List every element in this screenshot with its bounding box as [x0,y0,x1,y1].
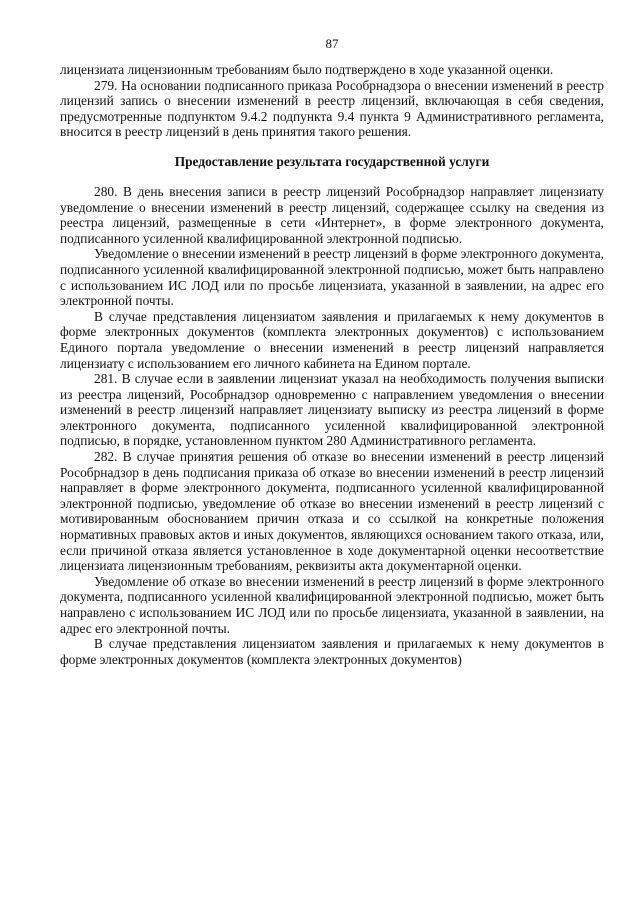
section-heading: Предоставление результата государственной услуги [174,153,490,169]
paragraph-281: 281. В случае если в заявлении лицензиат указал на необходимость получения выписки из реестра лицензий, Рособрнадзор одновременно с направлением уведомления о внесении изменений в реестр лицензий направляет лицензиату выписку из реестра лицензий в форме электронного документа, подписанного усиленной квалифицированной электронной подписью, в порядке, установленном пунктом 280 Административного регламента. [60,371,604,449]
paragraph-282: 282. В случае принятия решения об отказе во внесении изменений в реестр лицензий Рособрнадзор в день подписания приказа об отказе во внесении изменений в реестр лицензий направляет в форме электронного документа, подписанного усиленной квалифицированной электронной подписью, уведомление об отказе во внесении изменений в реестр лицензий с мотивированным обоснованием причин отказа и со ссылкой на конкретные положения нормативных правовых актов и иных документов, являющихся основанием такого отказа, или, если причиной отказа является установленное в ходе документарной оценки несоответствие лицензиата лицензионным требованиям, реквизиты акта документарной оценки. [60,449,604,574]
paragraph-refusal-notification: Уведомление об отказе во внесении изменений в реестр лицензий в форме электронного документа, подписанного усиленной квалифицированной электронной подписью, может быть направлено с использованием ИС ЛОД или по просьбе лицензиата, указанной в заявлении, на адрес его электронной почты. [60,573,604,636]
page-number: 87 [325,36,339,51]
paragraph-280: 280. В день внесения записи в реестр лицензий Рособрнадзор направляет лицензиату уведомление о внесении изменений в реестр лицензий, содержащее ссылку на сведения из реестра лицензий, размещенные в сети «Интернет», в форме электронного документа, подписанного усиленной квалифицированной электронной подписью. [60,183,604,246]
paragraph-notification: Уведомление о внесении изменений в реестр лицензий в форме электронного документа, подписанного усиленной квалифицированной электронной подписью, может быть направлено с использованием ИС ЛОД или по просьбе лицензиата, указанной в заявлении, на адрес его электронной почты. [60,246,604,309]
paragraph-portal-refusal: В случае представления лицензиатом заявления и прилагаемых к нему документов в форме электронных документов (комплекта электронных документов) [60,636,604,667]
paragraph-279: 279. На основании подписанного приказа Рособрнадзора о внесении изменений в реестр лицензий запись о внесении изменений в реестр лицензий, включающая в себя сведения, предусмотренные подпунктом 9.4.2 подпункта 9.4 пункта 9 Административного регламента, вносится в реестр лицензий в день принятия такого решения. [60,77,604,140]
paragraph-portal: В случае представления лицензиатом заявления и прилагаемых к нему документов в форме электронных документов (комплекта электронных документов) с использованием Единого портала уведомление о внесении изменений в реестр лицензий направляется лицензиату с использованием его личного кабинета на Едином портале. [60,308,604,371]
paragraph-continuation: лицензиата лицензионным требованиям было подтверждено в ходе указанной оценки. [60,62,554,77]
